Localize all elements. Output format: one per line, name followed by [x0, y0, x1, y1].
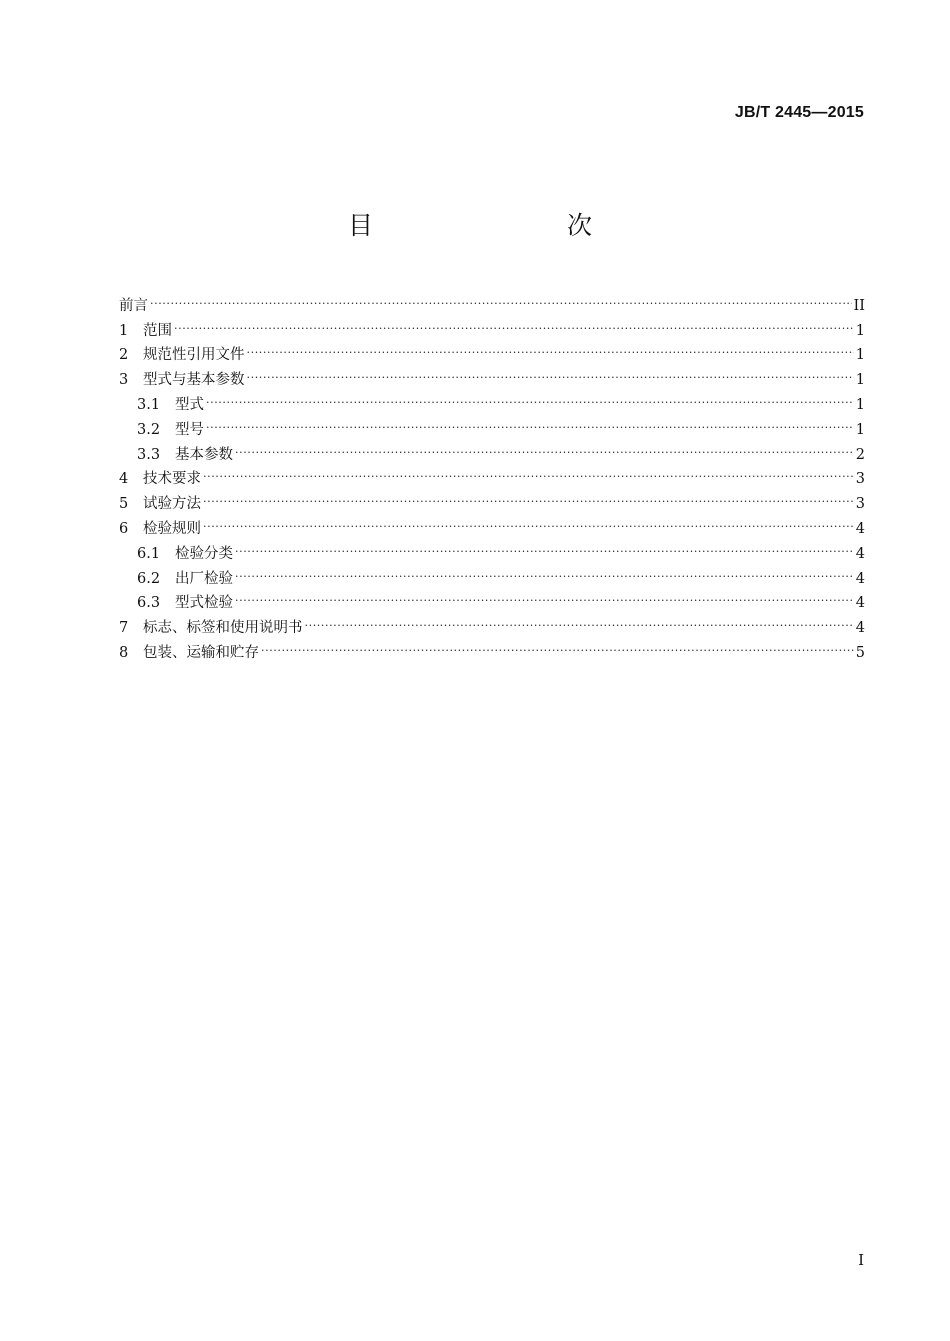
- toc-entry-page: 1: [855, 322, 865, 339]
- toc-entry-label: 前言: [119, 297, 148, 314]
- toc-entry-label: 检验分类: [175, 545, 233, 562]
- toc-entry-number: 6.1: [137, 545, 161, 562]
- toc-leader-dots: [206, 384, 854, 409]
- toc-entry-page: 4: [855, 545, 865, 562]
- toc-entry-number: 3.3: [137, 446, 161, 463]
- toc-entry-number: 6.3: [137, 595, 161, 612]
- toc-entry-label: 出厂检验: [175, 570, 233, 587]
- toc-leader-dots: [247, 335, 854, 360]
- toc-leader-dots: [150, 285, 852, 310]
- toc-entry-page: 4: [855, 595, 865, 612]
- toc-entry-label: 型式与基本参数: [143, 372, 245, 389]
- toc-leader-dots: [203, 508, 854, 533]
- toc-entry[interactable]: [119, 508, 865, 537]
- toc-entry-page: 1: [855, 347, 865, 364]
- toc-entry-number: 3.1: [137, 396, 161, 413]
- toc-leader-dots: [305, 607, 854, 632]
- toc-entry-page: 4: [855, 620, 865, 637]
- toc-entry-page: 1: [855, 421, 865, 438]
- toc-entry-page: II: [853, 297, 865, 314]
- toc-entry-page: 2: [855, 446, 865, 463]
- page-title: 目 次: [347, 211, 640, 240]
- toc-leader-dots: [235, 558, 854, 583]
- toc-leader-dots: [206, 409, 854, 434]
- toc-leader-dots: [247, 359, 854, 384]
- toc-entry-number: 5: [119, 496, 129, 513]
- toc-entry[interactable]: [119, 285, 865, 314]
- toc-entry-number: 1: [119, 322, 129, 339]
- toc-entry-number: 4: [119, 471, 129, 488]
- toc-entry-label: 检验规则: [143, 520, 201, 537]
- toc-entry-label: 标志、标签和使用说明书: [143, 620, 303, 637]
- toc-entry-page: 4: [855, 570, 865, 587]
- toc-leader-dots: [174, 310, 854, 335]
- toc-leader-dots: [261, 632, 854, 657]
- toc-entry-label: 范围: [143, 322, 172, 339]
- toc-leader-dots: [235, 533, 854, 558]
- toc-entry-label: 规范性引用文件: [143, 347, 245, 364]
- toc-entry-number: 8: [119, 644, 129, 661]
- toc-leader-dots: [203, 483, 854, 508]
- standard-code: JB/T 2445—2015: [734, 104, 864, 121]
- toc-entry-page: 5: [855, 644, 865, 661]
- toc-entry-page: 3: [855, 496, 865, 513]
- toc-entry[interactable]: [119, 384, 865, 413]
- toc-entry-number: 7: [119, 620, 129, 637]
- toc-entry[interactable]: [119, 434, 865, 463]
- toc-entry[interactable]: [119, 483, 865, 513]
- toc-entry-page: 1: [855, 396, 865, 413]
- toc-leader-dots: [203, 459, 854, 484]
- toc-leader-dots: [235, 434, 854, 459]
- toc-entry[interactable]: [119, 409, 865, 438]
- toc-entry-label: 基本参数: [175, 446, 233, 463]
- toc-entry-number: 2: [119, 347, 129, 364]
- toc-entry-number: 6: [119, 520, 129, 537]
- toc-entry-label: 型式检验: [175, 595, 233, 612]
- toc-entry-page: 4: [855, 520, 865, 537]
- toc-entry-label: 型式: [175, 396, 204, 413]
- toc-entry[interactable]: [119, 310, 865, 339]
- toc-entry-page: 1: [855, 372, 865, 389]
- toc-leader-dots: [235, 583, 854, 608]
- toc-entry-number: 3.2: [137, 421, 161, 438]
- toc-entry-page: 3: [855, 471, 865, 488]
- page-number: I: [858, 1251, 864, 1269]
- toc-entry-label: 包装、运输和贮存: [143, 644, 259, 661]
- toc-entry-label: 试验方法: [143, 496, 201, 513]
- toc-entry-number: 3: [119, 372, 129, 389]
- toc-entry[interactable]: [119, 335, 865, 364]
- toc-entry[interactable]: [119, 533, 865, 562]
- toc-entry-number: 6.2: [137, 570, 161, 587]
- table-of-contents: [119, 285, 865, 661]
- toc-entry-label: 技术要求: [143, 471, 201, 488]
- toc-entry-label: 型号: [175, 421, 204, 438]
- toc-entry[interactable]: [119, 459, 865, 488]
